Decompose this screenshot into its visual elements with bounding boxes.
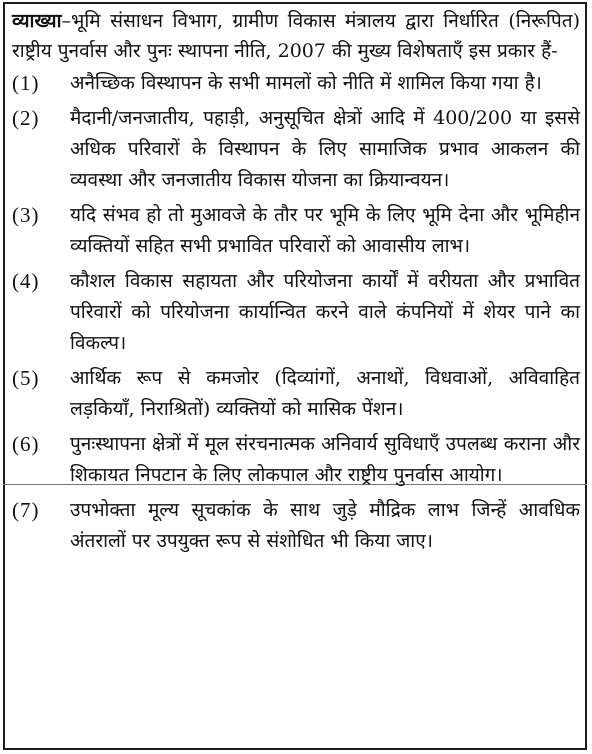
list-item-number: (4) <box>12 269 40 293</box>
list-item-number: (6) <box>12 432 40 456</box>
list-item-text: यदि संभव हो तो मुआवजे के तौर पर भूमि के लिए भूमि देना और भूमिहीन व्यक्तियों सहित सभी प्रभावित परिवारों को आवासीय लाभ। <box>70 204 580 257</box>
list-item-number: (5) <box>12 366 40 390</box>
list-item <box>12 200 580 262</box>
list-item-text: मैदानी/जनजातीय, पहाड़ी, अनुसूचित क्षेत्रों आदि में 400/200 या इससे अधिक परिवारों के विस्थापन के लिए सामाजिक प्रभाव आकलन की व्यवस्था और जनजातीय विकास योजना का क्रियान्वयन। <box>70 107 580 191</box>
list-item <box>12 68 580 99</box>
list-item <box>12 266 580 359</box>
list-item-number: (3) <box>12 203 40 227</box>
intro-label: व्याख्या <box>12 10 62 32</box>
list-item-text: अनैच्छिक विस्थापन के सभी मामलों को नीति में शामिल किया गया है। <box>70 72 542 94</box>
list-item <box>12 363 580 425</box>
list-item-text: उपभोक्ता मूल्य सूचकांक के साथ जुड़े मौद्रिक लाभ जिन्हें आवधिक अंतरालों पर उपयुक्त रूप से संशोधित भी किया जाए। <box>70 499 580 552</box>
list-item <box>12 495 580 557</box>
list-item-number: (7) <box>12 498 40 522</box>
feature-list <box>12 68 580 557</box>
intro-paragraph <box>12 6 580 66</box>
list-item <box>12 429 580 491</box>
list-item <box>12 103 580 196</box>
document-body <box>12 6 580 557</box>
list-item-text: कौशल विकास सहायता और परियोजना कार्यों में वरीयता और प्रभावित परिवारों को परियोजना कार्यान्वित करने वाले कंपनियों में शेयर पाने का विकल्प। <box>70 270 580 354</box>
intro-text: –भूमि संसाधन विभाग, ग्रामीण विकास मंत्रालय द्वारा निर्धारित (निरूपित) राष्ट्रीय पुनर्वास और पुनः स्थापना नीति, 2007 की मुख्य विशेषताएँ इस प्रकार हैं- <box>12 10 580 62</box>
list-item-number: (1) <box>12 71 40 95</box>
list-item-text: पुनःस्थापना क्षेत्रों में मूल संरचनात्मक अनिवार्य सुविधाएँ उपलब्ध कराना और शिकायत निपटान के लिए लोकपाल और राष्ट्रीय पुनर्वास आयोग। <box>70 433 580 486</box>
list-item-number: (2) <box>12 106 40 130</box>
list-item-text: आर्थिक रूप से कमजोर (दिव्यांगों, अनाथों, विधवाओं, अविवाहित लड़कियाँ, निराश्रितों) व्यक्तियों को मासिक पेंशन। <box>70 367 580 420</box>
